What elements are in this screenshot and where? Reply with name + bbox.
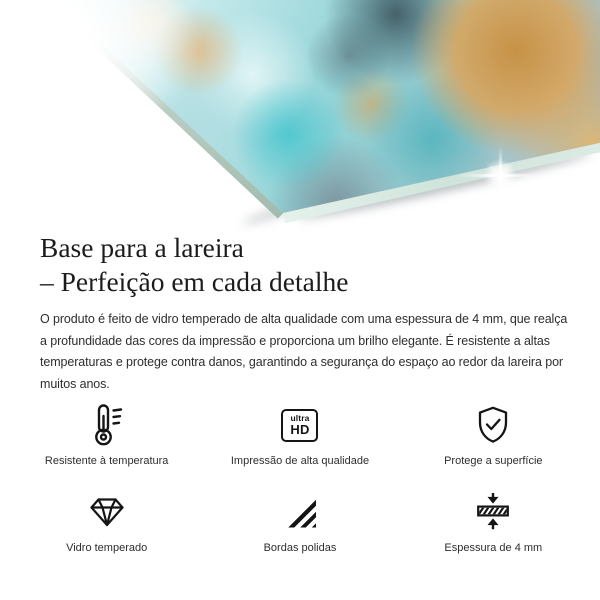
hero-section [0,0,600,232]
product-description [40,309,567,395]
feature-print-quality [203,402,396,468]
thermometer-icon [90,402,124,448]
feature-surface-protection [397,402,590,468]
feature-polished-edges [203,489,396,555]
ultra-hd-icon [281,402,318,448]
feature-label: Impressão de alta qualidade [230,455,370,467]
title-line-2: – Perfeição em cada detalhe [40,266,349,297]
diamond-icon [88,489,126,535]
description-line: muitos anos. [40,376,110,391]
feature-label: Espessura de 4 mm [444,542,543,554]
feature-label: Resistente à temperatura [44,455,169,467]
polished-edges-icon [283,489,316,535]
feature-thickness [397,489,590,555]
features-grid [10,402,590,555]
feature-label: Protege a superfície [444,455,543,467]
description-line: O produto é feito de vidro temperado de alta qualidade com uma espessura de 4 mm, que realça [40,312,568,326]
title-line-1: Base para a lareira [40,232,244,263]
shield-check-icon [475,402,511,448]
feature-label: Bordas polidas [263,542,337,554]
ultra-hd-icon-bottom-text: HD [290,422,310,437]
feature-temperature [10,402,203,468]
page-title [40,231,348,299]
ultra-hd-icon-top-text: ultra [290,413,310,423]
feature-label: Vidro temperado [66,542,148,554]
thickness-icon [476,489,510,535]
description-line: a profundidade das cores da impressão e proporciona um brilho elegante. É resistente a altas [40,333,550,348]
description-line: temperaturas e protege contra danos, garantindo a segurança do espaço ao redor da lareira por [40,355,563,370]
feature-tempered-glass [10,489,203,555]
